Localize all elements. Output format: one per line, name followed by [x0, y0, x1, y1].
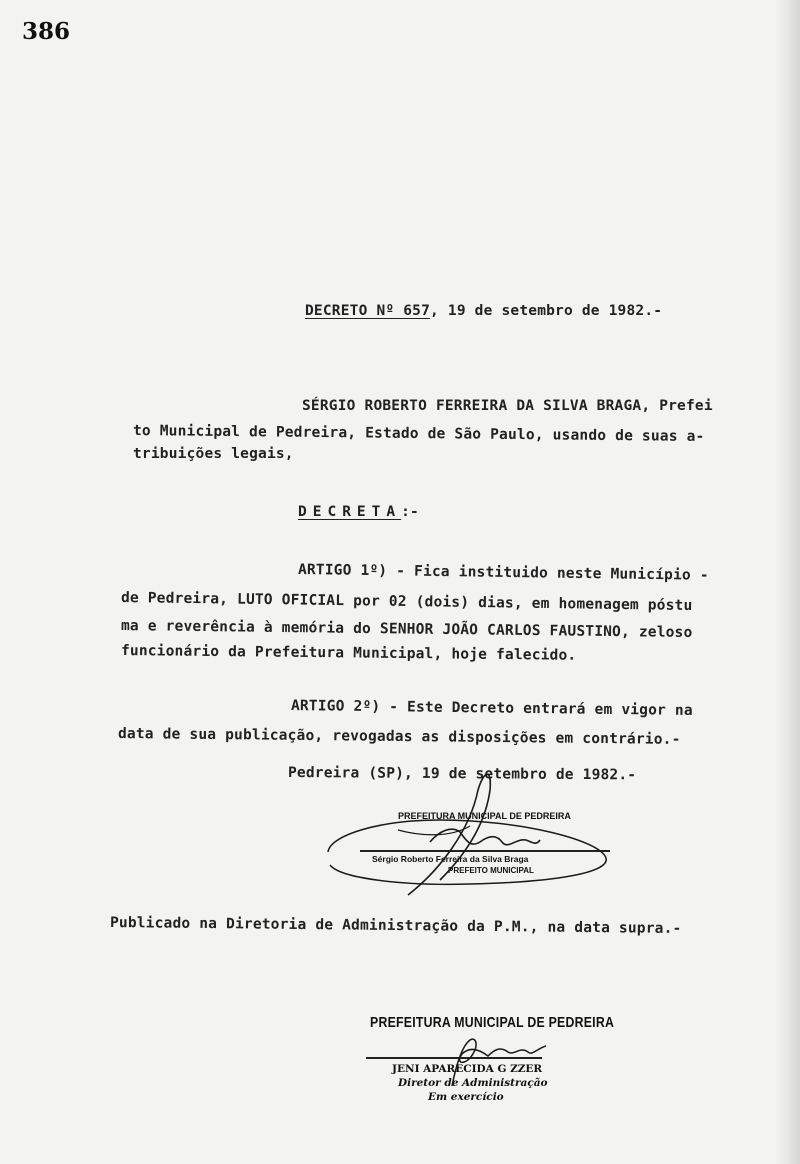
place-date: Pedreira (SP), 19 de setembro de 1982.-: [287, 765, 637, 784]
preamble-line-1: SÉRGIO ROBERTO FERREIRA DA SILVA BRAGA, Prefei: [302, 398, 713, 414]
mayor-stamp-name: Sérgio Roberto Ferreira da Silva Braga: [372, 854, 529, 864]
article-2-line-1: ARTIGO 2º) - Este Decreto entrará em vigor na: [290, 698, 693, 719]
mayor-stamp-header: PREFEITURA MUNICIPAL DE PEDREIRA: [398, 811, 571, 821]
decree-number: DECRETO Nº 657: [305, 303, 431, 319]
director-stamp-status: Em exercício: [428, 1091, 504, 1103]
mayor-stamp-role: PREFEITO MUNICIPAL: [448, 866, 534, 875]
article-1-line-1: ARTIGO 1º) - Fica instituido neste Município -: [297, 562, 709, 584]
director-stamp-role: Diretor de Administração: [398, 1077, 548, 1089]
decree-date: , 19 de setembro de 1982.-: [430, 303, 663, 319]
preamble-line-3: tribuições legais,: [133, 446, 294, 462]
director-stamp-name: JENI APARECIDA G ZZER: [392, 1063, 543, 1075]
article-2-line-2: data de sua publicação, revogadas as disposições em contrário.-: [117, 726, 681, 748]
article-1-line-3: ma e reverência à memória do SENHOR JOÃO CARLOS FAUSTINO, zeloso: [120, 618, 693, 641]
article-1-line-4: funcionário da Prefeitura Municipal, hoje falecido.: [120, 643, 577, 664]
decreta-word: DECRETA: [298, 504, 402, 520]
page-number: 386: [22, 18, 71, 45]
article-1-line-2: de Pedreira, LUTO OFICIAL por 02 (dois) dias, em homenagem póstu: [120, 590, 693, 614]
publication-note: Publicado na Diretoria de Administração da P.M., na data supra.-: [109, 915, 682, 937]
preamble-line-2: to Municipal de Pedreira, Estado de São Paulo, usando de suas a-: [132, 423, 705, 445]
decreta-suffix: :-: [401, 504, 419, 520]
director-stamp-header: PREFEITURA MUNICIPAL DE PEDREIRA: [370, 1014, 615, 1031]
